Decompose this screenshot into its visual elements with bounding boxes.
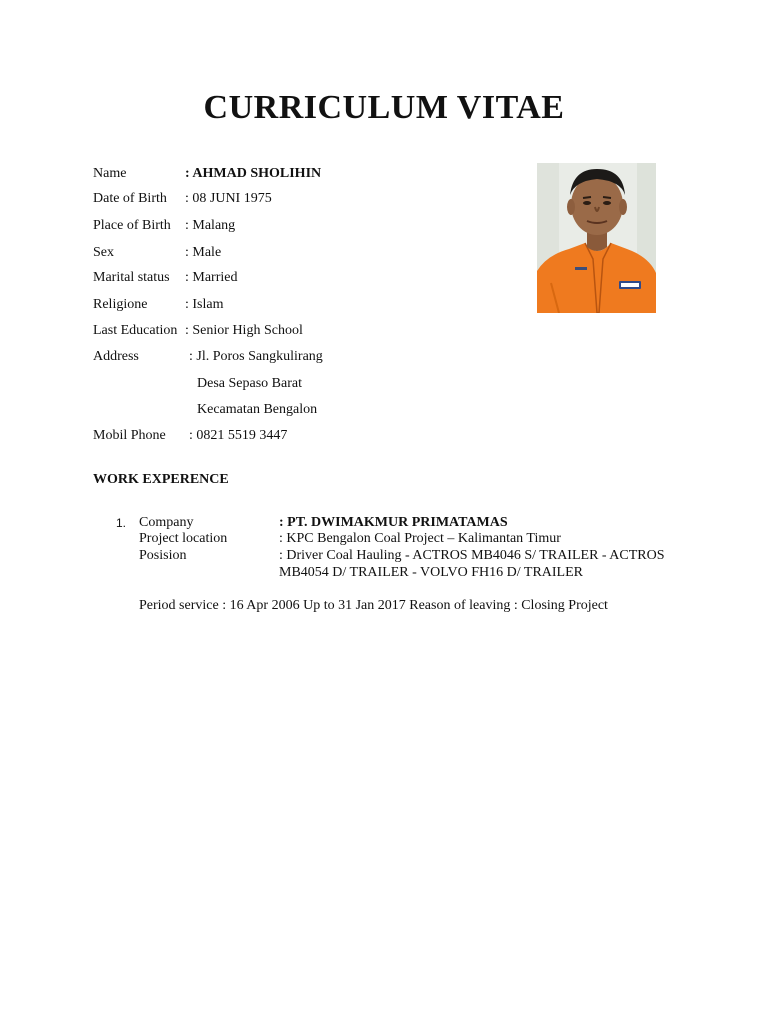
education-label: Last Education xyxy=(93,323,178,338)
dob-label: Date of Birth xyxy=(93,191,167,206)
page-title: CURRICULUM VITAE xyxy=(203,89,565,126)
address-line-1: : Jl. Poros Sangkulirang xyxy=(189,349,323,364)
address-line-3: Kecamatan Bengalon xyxy=(197,402,318,417)
job-location-label: Project location xyxy=(139,531,228,546)
education-value: : Senior High School xyxy=(185,323,303,338)
person-photo-icon xyxy=(537,163,656,313)
dob-value: : 08 JUNI 1975 xyxy=(185,191,272,206)
address-label: Address xyxy=(93,349,139,364)
pob-label: Place of Birth xyxy=(93,218,171,233)
job-period-service: Period service : 16 Apr 2006 Up to 31 Jan 2017 Reason of leaving : Closing Project xyxy=(139,598,608,613)
phone-value: : 0821 5519 3447 xyxy=(189,428,288,443)
religion-label: Religione xyxy=(93,297,148,312)
job-number: 1. xyxy=(116,516,127,530)
address-line-2: Desa Sepaso Barat xyxy=(197,376,302,391)
religion-value: : Islam xyxy=(185,297,224,312)
job-company-label: Company xyxy=(139,515,194,530)
work-experience-heading: WORK EXPERENCE xyxy=(93,472,229,487)
name-label: Name xyxy=(93,166,127,181)
job-position-value: : Driver Coal Hauling - ACTROS MB4046 S/ TRAILER - ACTROS xyxy=(279,548,665,563)
marital-value: : Married xyxy=(185,270,238,285)
sex-value: : Male xyxy=(185,245,222,260)
job-company-value: : PT. DWIMAKMUR PRIMATAMAS xyxy=(279,515,508,530)
pob-value: : Malang xyxy=(185,218,236,233)
sex-label: Sex xyxy=(93,245,114,260)
job-position-label: Posision xyxy=(139,548,187,563)
job-position-value-continued: MB4054 D/ TRAILER - VOLVO FH16 D/ TRAILER xyxy=(279,565,584,580)
marital-label: Marital status xyxy=(93,270,170,285)
job-location-value: : KPC Bengalon Coal Project – Kalimantan Timur xyxy=(279,531,561,546)
phone-label: Mobil Phone xyxy=(93,428,166,443)
name-value: : AHMAD SHOLIHIN xyxy=(185,166,322,181)
person-photo xyxy=(537,163,656,313)
